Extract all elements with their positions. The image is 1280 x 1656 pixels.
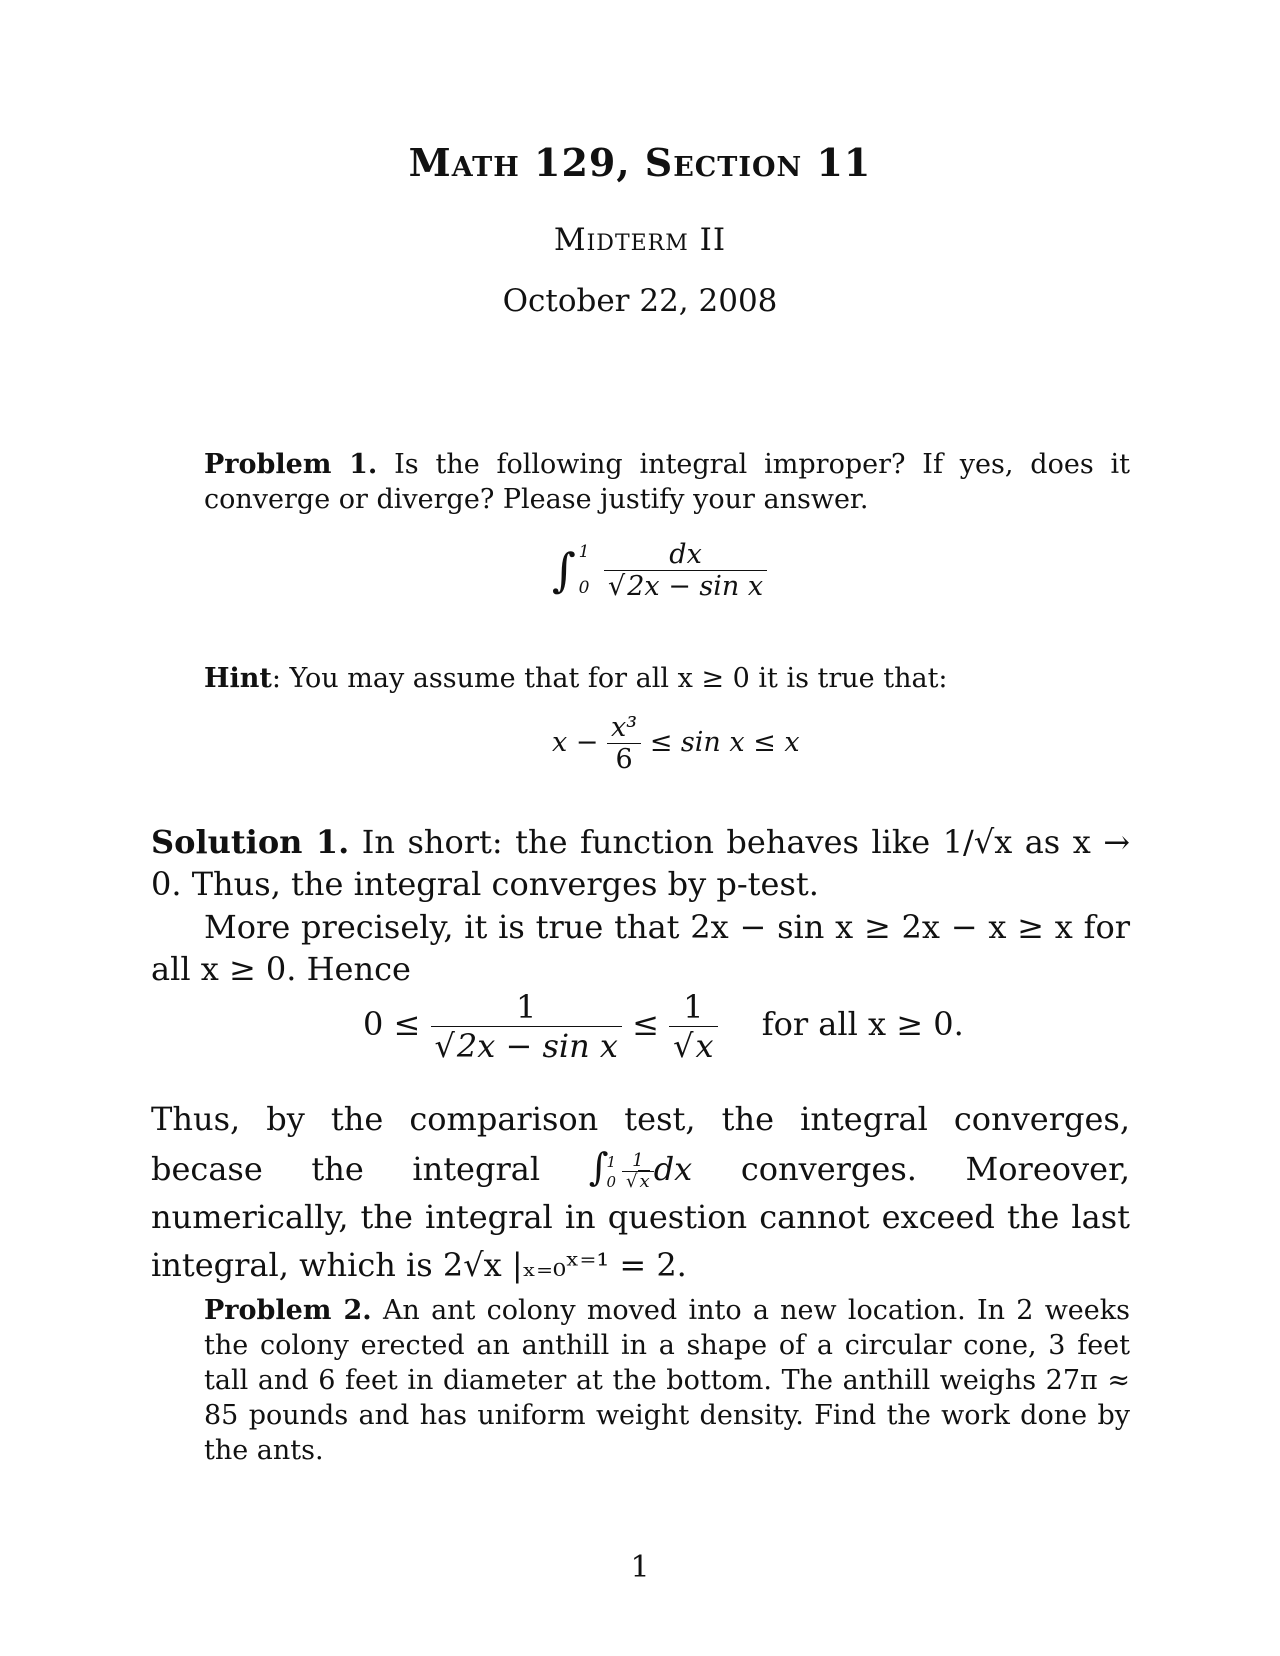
problem-1-text: Is the following integral improper? If yes, does it converge or diverge? Please justify your answer. <box>204 449 1130 515</box>
hint <box>204 661 1130 696</box>
problem-2 <box>204 1293 1130 1468</box>
page-date: October 22, 2008 <box>502 283 778 319</box>
page-subtitle: Midterm II <box>553 222 727 258</box>
problem-2-label: Problem 2. <box>204 1295 372 1326</box>
integral-limits: 1 0 <box>578 542 590 598</box>
solution-1-label: Solution 1. <box>151 823 350 861</box>
problem-1-label: Problem 1. <box>204 449 378 480</box>
problem-1-integral <box>552 534 767 606</box>
problem-2-text: An ant colony moved into a new location. In 2 weeks the colony erected an anthill in a shape of a circular cone, 3 feet tall and 6 feet in diameter at the bottom. The anthill weighs 27π ≈ 85 pounds and has uniform weight density. Find the work done by the ants. <box>204 1295 1130 1466</box>
solution-1-para3: Thus, by the comparison test, the integral converges, becase the integral ∫ 1 0 $\frac{1}{√ x}$ dx converges. Moreover, numerically, the integral in question cannot exceed the last integral, which is 2√x |ₓ₌₀ˣ⁼¹ = 2. <box>151 1100 1131 1284</box>
solution-1-inline-integral: ∫ 1 0 $\frac{1}{√ x}$ dx <box>588 1145 693 1192</box>
integral-fraction: $\frac{dx}{\text{√2x − sin x}}$ <box>604 539 767 602</box>
hint-formula: x − $\frac{\text{x³}}{6}$ ≤ sin x ≤ x <box>552 712 800 775</box>
page-title: Math 129, Section 11 <box>408 140 872 185</box>
hint-text: : You may assume that for all x ≥ 0 it is true that: <box>271 663 948 694</box>
problem-1 <box>204 447 1130 517</box>
integral-sign: ∫ <box>552 543 576 597</box>
page-number: 1 <box>630 1550 650 1585</box>
hint-label: Hint <box>204 663 272 694</box>
solution-1-para1: Solution 1. In short: the function behaves like 1/√x as x → 0. Thus, the integral converges by p-test. <box>151 823 1131 903</box>
solution-1-inequality: 0 ≤ $\frac{1}{\text{√2x − sin x}}$ ≤ $\frac{1}{√x}$ for all x ≥ 0. <box>363 988 964 1065</box>
solution-1-para2: More precisely, it is true that 2x − sin x ≥ 2x − x ≥ x for all x ≥ 0. Hence <box>151 908 1130 988</box>
